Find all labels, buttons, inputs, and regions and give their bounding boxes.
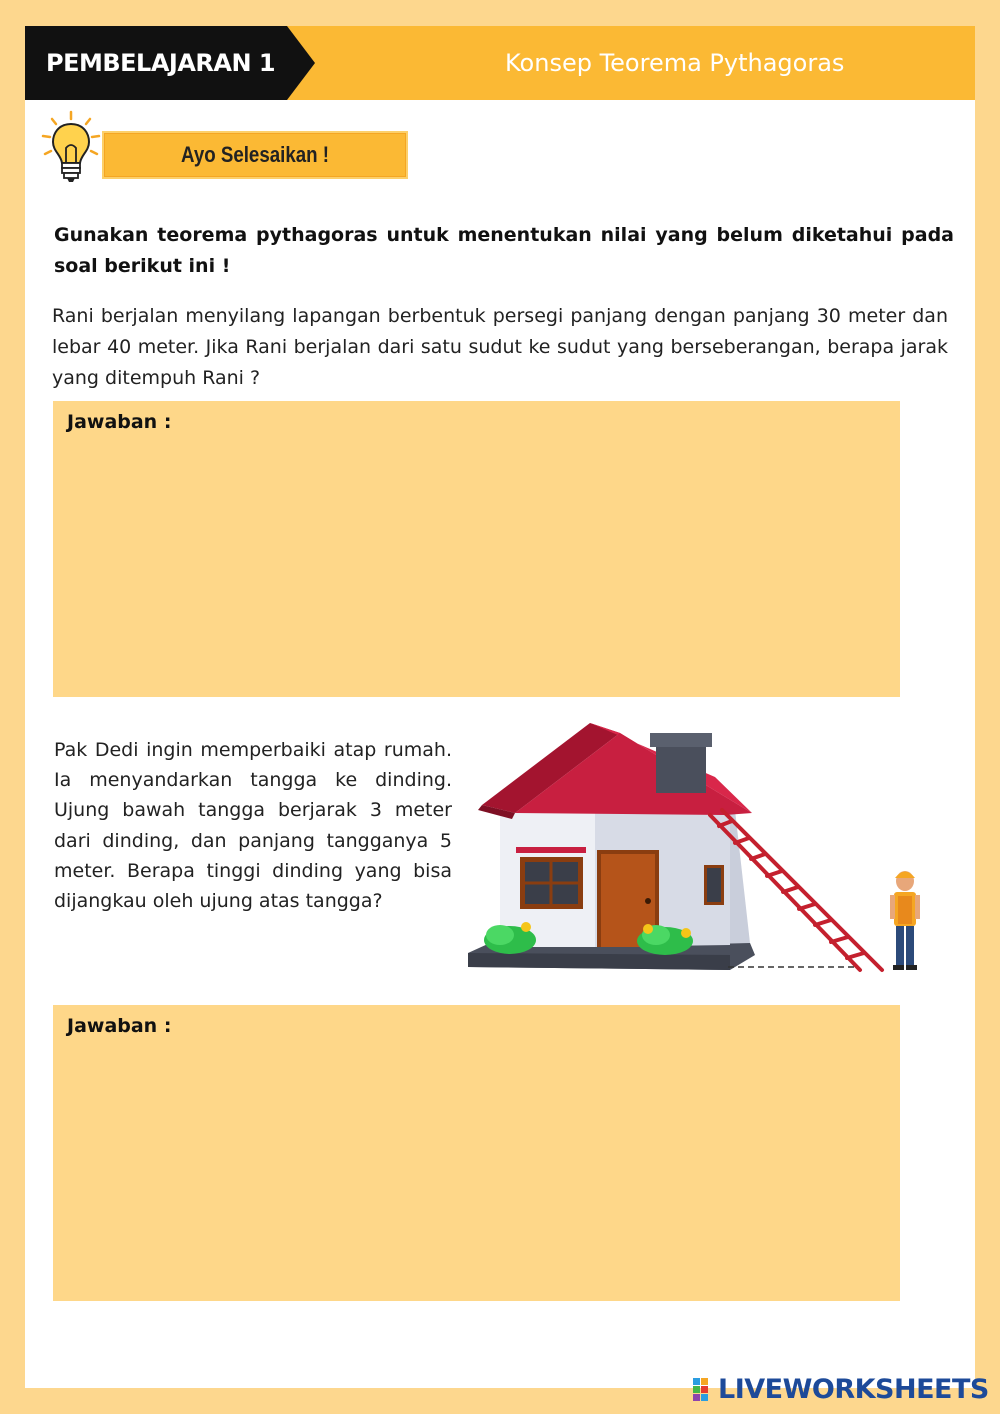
activity-label: Ayo Selesaikan ! (181, 142, 329, 167)
lesson-title: PEMBELAJARAN 1 (46, 49, 276, 77)
topic-title: Konsep Teorema Pythagoras (505, 49, 845, 77)
instruction-text: Gunakan teorema pythagoras untuk menentukan nilai yang belum diketahui pada soal berikut ini ! (54, 224, 954, 277)
answer-label-2: Jawaban : (67, 1015, 172, 1037)
answer-box-1[interactable] (53, 401, 900, 697)
footer-brand[interactable]: LIVEWORKSHEETS (718, 1374, 989, 1405)
answer-box-2[interactable] (53, 1005, 900, 1301)
answer-label-1: Jawaban : (67, 411, 172, 433)
liveworksheets-logo-icon (692, 1372, 718, 1408)
house-ladder-illustration (460, 715, 940, 980)
question-2-text: Pak Dedi ingin memperbaiki atap rumah. Ia menyandarkan tangga ke dinding. Ujung bawah tangga berjarak 3 meter dari dinding, dan panjang tangganya 5 meter. Berapa tinggi dinding yang bisa dijangkau oleh ujung atas tangga? (54, 739, 452, 913)
lightbulb-icon (40, 110, 102, 186)
question-1-text: Rani berjalan menyilang lapangan berbentuk persegi panjang dengan panjang 30 meter dan lebar 40 meter. Jika Rani berjalan dari satu sudut ke sudut yang berseberangan, berapa jarak yang ditempuh Rani ? (52, 305, 948, 389)
